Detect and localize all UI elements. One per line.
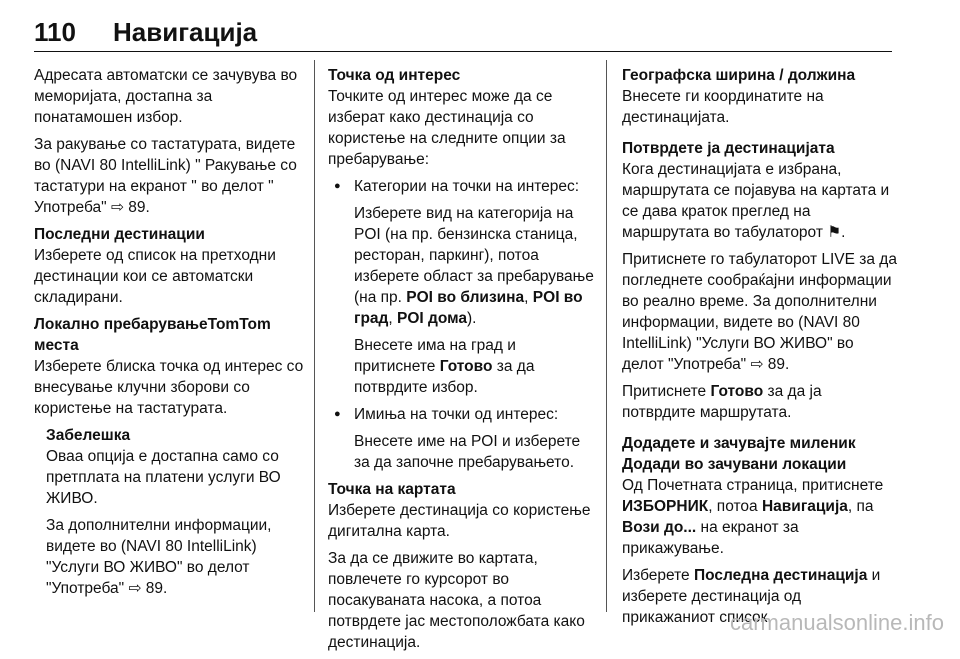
column-divider xyxy=(314,60,315,612)
page-ref: 89. xyxy=(767,356,790,373)
text-part: ). xyxy=(467,310,477,327)
section-heading: Географска ширина / должина xyxy=(622,67,856,84)
paragraph xyxy=(34,134,304,218)
paragraph xyxy=(622,381,897,423)
paragraph: Адресата автоматски се зачувува во меморијата, достапна за понатамошен избор. xyxy=(34,67,298,126)
paragraph: За да се движите во картата, повлечете го курсорот во посакуваната насока, а потоа потврдете јас местоположбата како дестинација. xyxy=(328,550,585,651)
text-part: Внесете има на град и притиснете xyxy=(354,337,516,375)
paragraph: Внесете ги координатите на дестинацијата. xyxy=(622,88,824,126)
paragraph: Изберете дестинација со користење дигитална карта. xyxy=(328,502,591,540)
column-divider xyxy=(606,60,607,612)
text-part: , потоа xyxy=(708,498,762,515)
text-part: Притиснете го табулаторот LIVE за да погледнете сообраќајни информации во реално време. За дополнителни информации, видете во (NAVI 80 IntelliLink) "Услуги ВО ЖИВО" во делот "Употреба" xyxy=(622,251,897,373)
separator: , xyxy=(388,310,398,327)
list-item: ● Имиња на точки од интерес: xyxy=(328,404,600,425)
text-part: Изберете вид на категорија на POI (на пр. бензинска станица, ресторан, паркинг), потоа изберете област за пребарување (на пр. xyxy=(354,205,594,306)
note-title: Забелешка xyxy=(46,427,131,444)
page-title: Навигација xyxy=(113,17,258,47)
note-text-part: За дополнителни информации, видете во (NAVI 80 IntelliLink) "Услуги ВО ЖИВО" во делот "Употреба" xyxy=(46,517,272,597)
section-heading: Локално пребарувањеTomTom места xyxy=(34,316,271,354)
paragraph xyxy=(622,475,897,559)
watermark: carmanualsonline.info xyxy=(729,610,944,635)
list-item: ● Категории на точки на интерес: xyxy=(328,176,600,197)
page-ref-icon: ⇨ xyxy=(750,356,768,373)
column-1 xyxy=(34,65,304,605)
paragraph-text: За ракување со тастатурата, видете во (NAVI 80 IntelliLink) " Ракување со тастатури на екранот " во делот " Употреба" xyxy=(34,136,297,216)
paragraph xyxy=(622,159,897,243)
menu-label: Последна дестинација xyxy=(693,567,868,584)
paragraph xyxy=(622,249,897,375)
text-part: Од Почетната страница, притиснете xyxy=(622,477,884,494)
list-item-text xyxy=(354,203,600,329)
page-ref: 89. xyxy=(128,199,150,216)
button-label: Готово xyxy=(439,358,493,375)
option-label: POI во град xyxy=(354,289,583,327)
flag-icon: ⚑ xyxy=(827,224,842,241)
note-text xyxy=(46,515,304,599)
section-heading: Додадете и зачувајте миленик xyxy=(622,435,856,452)
page-ref-icon: ⇨ xyxy=(110,199,129,216)
menu-label: Навигација xyxy=(761,498,848,515)
text-part: за да потврдите избор. xyxy=(354,358,535,396)
text-part: Кога дестинацијата е избрана, маршрутата се појавува на картата и се дава краток преглед на маршрутата во табулаторот xyxy=(622,161,890,241)
paragraph: Точките од интерес може да се изберат како дестинација со користење на следните опции за пребарување: xyxy=(328,88,566,168)
page-ref-icon: ⇨ xyxy=(128,580,146,597)
section-heading: Точка од интерес xyxy=(328,67,461,84)
separator: , xyxy=(524,289,533,306)
menu-label: Вози до... xyxy=(622,519,697,536)
list-item-text xyxy=(354,335,600,398)
text-part: , па xyxy=(847,498,874,515)
button-label: Готово xyxy=(710,383,764,400)
column-2 xyxy=(328,65,600,659)
paragraph: Изберете блиска точка од интерес со внесување клучни зборови со користење на тастатурата. xyxy=(34,358,304,417)
menu-label: ИЗБОРНИК xyxy=(622,498,709,515)
text-part: . xyxy=(841,224,846,241)
text-part: за да ја потврдите маршрутата. xyxy=(622,383,822,421)
text-part: Изберете xyxy=(622,567,694,584)
note-text: Оваа опција е достапна само со претплата на платени услуги ВО ЖИВО. xyxy=(46,448,281,507)
page-number: 110 xyxy=(34,17,76,47)
option-label: POI во близина xyxy=(406,289,525,306)
text-part: Притиснете xyxy=(622,383,711,400)
text-part: и изберете дестинација од прикажаниот список. xyxy=(622,567,881,626)
text-part: на екранот за прикажување. xyxy=(622,519,799,557)
paragraph: Изберете од список на претходни дестинации кои се автоматски складирани. xyxy=(34,247,276,306)
header-rule xyxy=(34,51,892,52)
note-box xyxy=(46,425,304,599)
list-item-text: Внесете име на POI и изберете за да започне пребарувањето. xyxy=(354,433,581,471)
section-heading: Последни дестинации xyxy=(34,226,205,243)
section-heading: Додади во зачувани локации xyxy=(622,456,847,473)
column-3 xyxy=(622,65,897,634)
option-label: POI дома xyxy=(397,310,468,327)
page-ref: 89. xyxy=(145,580,168,597)
section-heading: Точка на картата xyxy=(328,481,456,498)
section-heading: Потврдете ја дестинацијата xyxy=(622,140,835,157)
